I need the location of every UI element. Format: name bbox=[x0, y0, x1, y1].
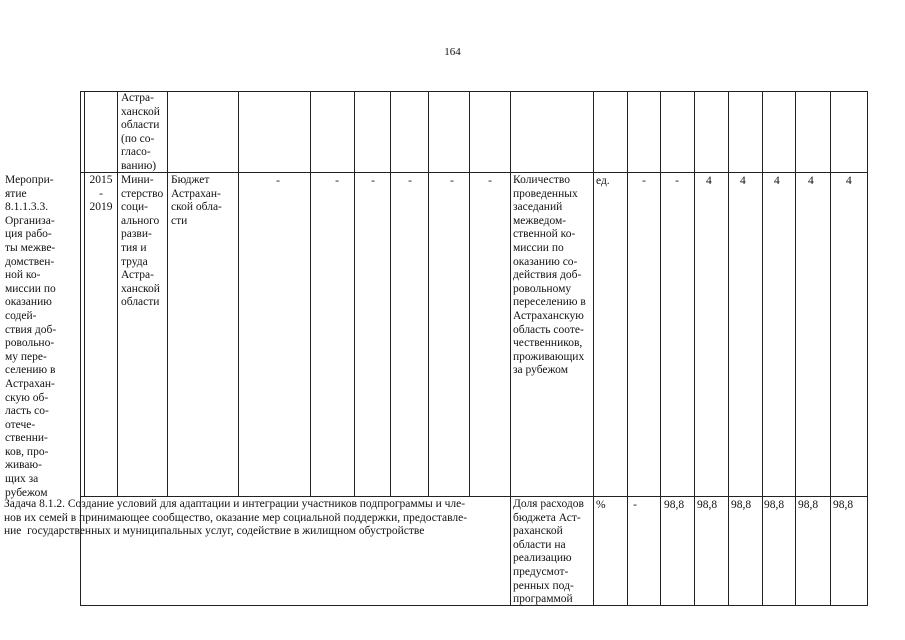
text-line: миссии по bbox=[5, 282, 56, 295]
text-line: Астрахан- bbox=[171, 187, 221, 200]
table-rule-col-fin2 bbox=[310, 91, 311, 497]
event-name-cell bbox=[5, 174, 81, 500]
text-line: ственни- bbox=[5, 432, 48, 445]
text-line: реализацию bbox=[513, 552, 572, 565]
text-line: рубежом bbox=[5, 486, 48, 499]
text-line: скую об- bbox=[5, 391, 49, 404]
text-line: программой bbox=[513, 593, 573, 606]
finance-value: - bbox=[408, 175, 412, 187]
text-line: межведом- bbox=[513, 214, 567, 227]
text-line: область сооте- bbox=[513, 323, 584, 336]
text-line: Организа- bbox=[5, 214, 55, 227]
unit-cell: ед. bbox=[596, 175, 610, 187]
indicator-value: 98,8 bbox=[833, 499, 854, 511]
indicator-value: 4 bbox=[846, 175, 852, 187]
table-rule-col-fin6 bbox=[469, 91, 470, 497]
text-line: содей- bbox=[5, 309, 37, 322]
indicator-value: 4 bbox=[740, 175, 746, 187]
table-rule-col-fin3 bbox=[354, 91, 355, 497]
text-line: переселению в bbox=[513, 296, 586, 309]
indicator-value: 98,8 bbox=[664, 499, 685, 511]
text-line: Бюджет bbox=[171, 174, 210, 186]
text-line: ственной ко- bbox=[513, 228, 576, 241]
text-line: 8.1.1.3.3. bbox=[5, 201, 49, 214]
table-rule-col-years bbox=[84, 91, 85, 497]
text-line: домствен- bbox=[5, 255, 55, 268]
text-line: ской обла- bbox=[171, 201, 222, 214]
text-line: Мини- bbox=[121, 174, 154, 186]
table-rule-col-fin1 bbox=[238, 91, 239, 497]
text-line: ной ко- bbox=[5, 269, 41, 282]
text-line: оказанию bbox=[5, 296, 52, 309]
table-rule-col-base bbox=[627, 91, 628, 606]
table-rule-col-indicator bbox=[510, 91, 511, 606]
text-line: миссии по bbox=[513, 241, 564, 254]
indicator-value: - bbox=[633, 499, 637, 511]
funding-source-cell bbox=[171, 174, 235, 228]
finance-value: - bbox=[488, 175, 492, 187]
table-rule-col-executor bbox=[117, 91, 118, 497]
table-rule-col-right bbox=[867, 91, 868, 606]
text-line: сти bbox=[171, 214, 188, 227]
finance-value: - bbox=[371, 175, 375, 187]
text-line: стерство bbox=[121, 187, 164, 200]
text-line: проживающих bbox=[513, 350, 585, 363]
indicator-value: - bbox=[642, 175, 646, 187]
indicator-value: 4 bbox=[808, 175, 814, 187]
text-line: Доля расходов bbox=[513, 498, 584, 510]
program-table bbox=[4, 91, 868, 606]
table-rule-col-v3 bbox=[728, 91, 729, 606]
task-indicator-cell bbox=[513, 498, 591, 607]
text-line: соци- bbox=[121, 201, 148, 214]
text-line: ровольно- bbox=[5, 337, 55, 350]
indicator-value: 4 bbox=[706, 175, 712, 187]
indicator-value: 98,8 bbox=[731, 499, 752, 511]
indicator-value: 98,8 bbox=[697, 499, 718, 511]
text-line: Астра- bbox=[121, 269, 154, 282]
text-line: действия доб- bbox=[513, 269, 582, 282]
table-rule-bottom bbox=[80, 605, 868, 606]
text-line: Меропри- bbox=[5, 174, 54, 186]
text-line: за рубежом bbox=[513, 364, 568, 377]
text-line: ствия доб- bbox=[5, 323, 57, 336]
text-line: ятие bbox=[5, 187, 27, 200]
table-rule-row2 bbox=[80, 496, 868, 497]
finance-value: - bbox=[276, 175, 280, 187]
indicator-value: 98,8 bbox=[764, 499, 785, 511]
text-line: Астрахан- bbox=[5, 377, 55, 390]
executor-continuation-cell bbox=[121, 92, 165, 174]
text-line: 2015 bbox=[89, 174, 113, 186]
text-line: ванию) bbox=[121, 159, 157, 172]
text-line: (по со- bbox=[121, 132, 155, 145]
indicator-value: 98,8 bbox=[798, 499, 819, 511]
task-description-cell bbox=[4, 498, 510, 539]
text-line: оказанию со- bbox=[513, 255, 578, 268]
text-line: живаю- bbox=[5, 459, 42, 472]
executor-cell bbox=[121, 174, 165, 310]
table-rule-top bbox=[80, 91, 868, 92]
text-line: Астраханскую bbox=[513, 309, 584, 322]
table-rule-col-source bbox=[167, 91, 168, 497]
table-rule-col-unit bbox=[593, 91, 594, 606]
text-line: ханской bbox=[121, 282, 160, 295]
text-line: ального bbox=[121, 214, 160, 227]
indicator-value: - bbox=[675, 175, 679, 187]
text-line: ция рабо- bbox=[5, 228, 52, 241]
indicator-cell bbox=[513, 174, 591, 378]
text-line: нов их семей в принимающее сообщество, оказание мер социальной поддержки, предоставле- bbox=[4, 511, 468, 524]
text-line: селению в bbox=[5, 364, 56, 377]
indicator-value: 4 bbox=[774, 175, 780, 187]
text-line: тия и bbox=[121, 241, 147, 254]
text-line: Астра- bbox=[121, 92, 154, 104]
text-line: бюджета Аст- bbox=[513, 511, 581, 524]
text-line: ренных под- bbox=[513, 579, 574, 592]
text-line: - bbox=[99, 187, 103, 200]
text-line: проведенных bbox=[513, 187, 578, 200]
text-line: ние государственных и муниципальных услуг, содействие в жилищном обустройстве bbox=[4, 525, 425, 538]
text-line: заседаний bbox=[513, 201, 563, 214]
table-rule-col-v4 bbox=[762, 91, 763, 606]
text-line: ровольному bbox=[513, 282, 572, 295]
text-line: 2019 bbox=[89, 201, 113, 214]
text-line: чественников, bbox=[513, 337, 583, 350]
finance-value: - bbox=[450, 175, 454, 187]
unit-cell: % bbox=[596, 499, 606, 511]
table-rule-col-v2 bbox=[694, 91, 695, 606]
table-rule-col-fin4 bbox=[390, 91, 391, 497]
text-line: му пере- bbox=[5, 350, 47, 363]
text-line: Задача 8.1.2. Создание условий для адаптации и интеграции участников подпрограммы и чле- bbox=[4, 498, 466, 510]
years-cell bbox=[86, 174, 116, 215]
text-line: Количество bbox=[513, 174, 570, 186]
text-line: ков, про- bbox=[5, 445, 49, 458]
table-rule-col-v1 bbox=[660, 91, 661, 606]
table-rule-col-v5 bbox=[795, 91, 796, 606]
text-line: области bbox=[121, 119, 160, 132]
text-line: ханской bbox=[121, 105, 160, 118]
text-line: гласо- bbox=[121, 146, 151, 159]
table-rule-col-v6 bbox=[830, 91, 831, 606]
table-rule-row1 bbox=[80, 172, 868, 173]
text-line: отече- bbox=[5, 418, 36, 431]
text-line: разви- bbox=[121, 228, 152, 241]
text-line: области bbox=[121, 296, 160, 309]
text-line: области на bbox=[513, 538, 566, 551]
text-line: ты межве- bbox=[5, 241, 56, 254]
text-line: ласть со- bbox=[5, 405, 49, 418]
finance-value: - bbox=[335, 175, 339, 187]
text-line: щих за bbox=[5, 473, 39, 486]
page-number: 164 bbox=[444, 46, 461, 58]
text-line: труда bbox=[121, 255, 148, 268]
text-line: раханской bbox=[513, 525, 563, 538]
text-line: предусмот- bbox=[513, 565, 569, 578]
table-rule-col-fin5 bbox=[428, 91, 429, 497]
